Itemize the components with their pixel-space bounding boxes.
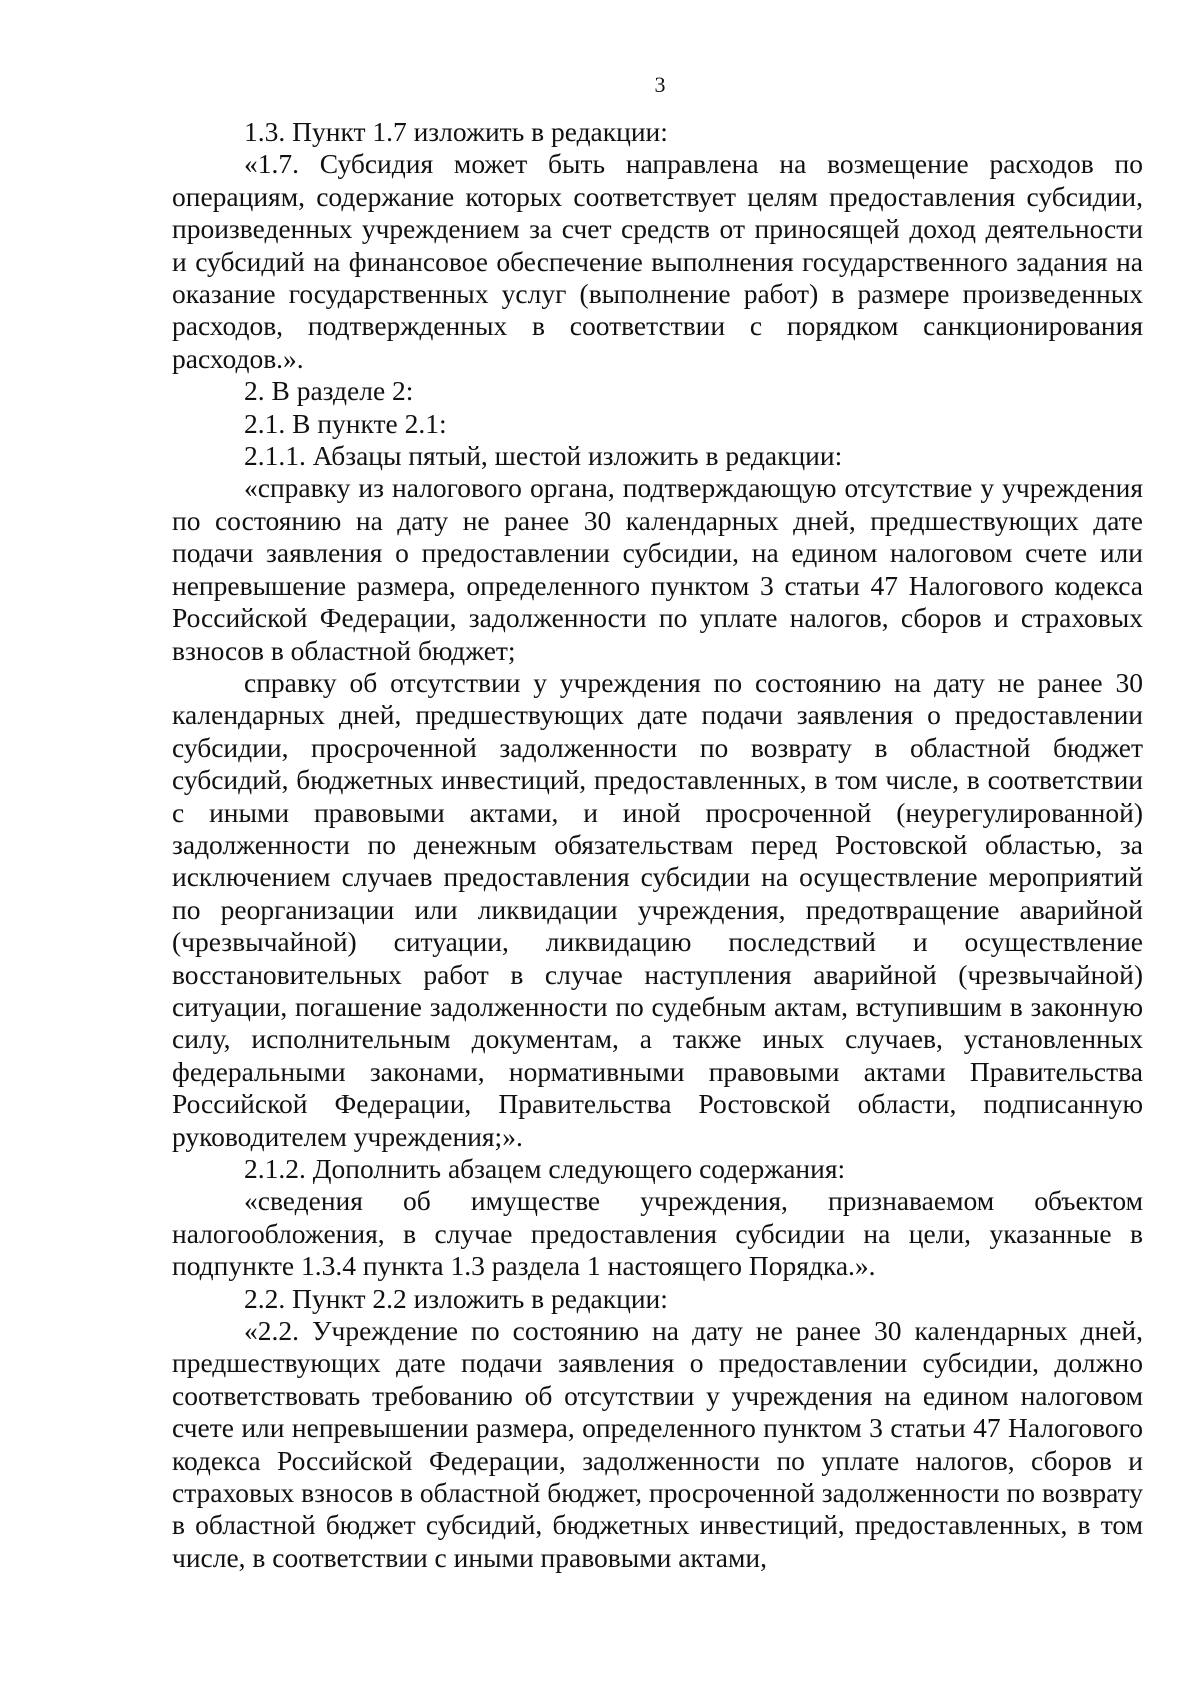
paragraph-2: 2. В разделе 2: [244, 375, 414, 407]
paragraph-spravka-otsutstvie: справку об отсутствии у учреждения по состоянию на дату не ранее 30 календарных дней, предшествующих дате подачи заявления о предоставлении субсидии, просроченной задолженности по возврату в областной бюджет субсидий, бюджетных инвестиций, предоставленных, в том числе, в соответствии с иными правовыми актами, и иной просроченной (неурегулированной) задолженности по денежным обязательствам перед Ростовской областью, за исключением случаев предоставления субсидии на осуществление мероприятий по реорганизации или ликвидации учреждения, предотвращение аварийной (чрезвычайной) ситуации, ликвидацию последствий и осуществление восстановительных работ в случае наступления аварийной (чрезвычайной) ситуации, погашение задолженности по судебным актам, вступившим в законную силу, исполнительным документам, а также иных случаев, установленных федеральными законами, нормативными правовыми актами Правительства Российской Федерации, Правительства Ростовской области, подписанную руководителем учреждения;». [172, 666, 1143, 1152]
paragraph-2-2: 2.2. Пункт 2.2 изложить в редакции: [244, 1282, 668, 1314]
paragraph-2-1: 2.1. В пункте 2.1: [244, 407, 447, 439]
page-number: 3 [654, 72, 666, 97]
paragraph-2-1-2: 2.1.2. Дополнить абзацем следующего содержания: [244, 1153, 846, 1184]
paragraph-spravka-nalog: «справку из налогового органа, подтверждающую отсутствие у учреждения по состоянию на дату не ранее 30 календарных дней, предшествующих дате подачи заявления о предоставлении субсидии, на едином налоговом счете или непревышение размера, определенного пунктом 3 статьи 47 Налогового кодекса Российской Федерации, задолженности по уплате налогов, сборов и страховых взносов в областной бюджет; [172, 472, 1143, 666]
paragraph-svedeniya: «сведения об имуществе учреждения, признаваемом объектом налогообложения, в случае предоставления субсидии на цели, указанные в подпункте 1.3.4 пункта 1.3 раздела 1 настоящего Порядка.». [172, 1185, 1143, 1282]
paragraph-2-2-quote: «2.2. Учреждение по состоянию на дату не ранее 30 календарных дней, предшествующих дате подачи заявления о предоставлении субсидии, должно соответствовать требованию об отсутствии у учреждения на едином налоговом счете или непревышении размера, определенного пунктом 3 статьи 47 Налогового кодекса Российской Федерации, задолженности по уплате налогов, сборов и страховых взносов в областной бюджет, просроченной задолженности по возврату в областной бюджет субсидий, бюджетных инвестиций, предоставленных, в том числе, в соответствии с иными правовыми актами, [172, 1315, 1143, 1573]
paragraph-1-7-quote: «1.7. Субсидия может быть направлена на возмещение расходов по операциям, содержание которых соответствует целям предоставления субсидии, произведенных учреждением за счет средств от приносящей доход деятельности и субсидий на финансовое обеспечение выполнения государственного задания на оказание государственных услуг (выполнение работ) в размере произведенных расходов, подтвержденных в соответствии с порядком санкционирования расходов.». [172, 148, 1143, 374]
paragraph-1-3: 1.3. Пункт 1.7 изложить в редакции: [244, 116, 668, 147]
paragraph-2-1-1: 2.1.1. Абзацы пятый, шестой изложить в редакции: [244, 440, 843, 472]
document-body [172, 116, 1143, 1574]
